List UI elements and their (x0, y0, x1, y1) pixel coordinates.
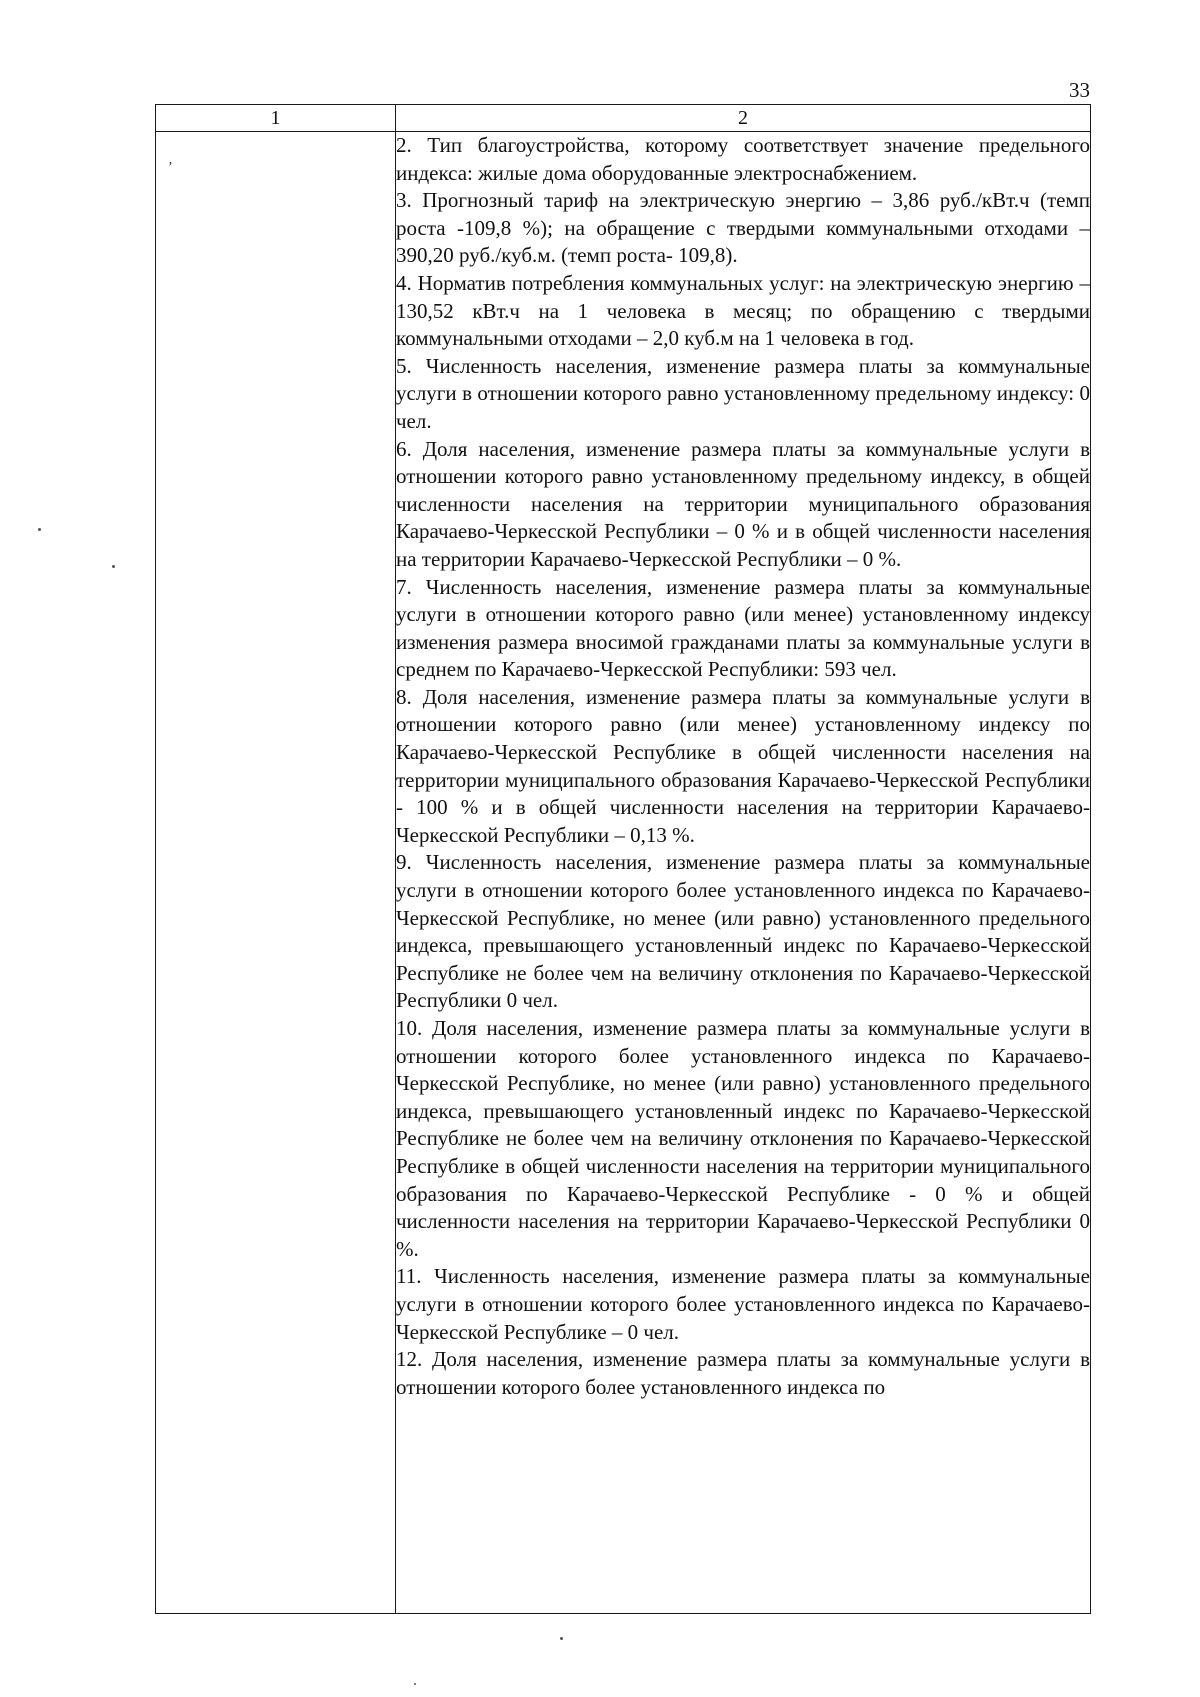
scan-speck (38, 528, 41, 531)
paragraph-12: 12. Доля населения, изменение размера платы за коммунальные услуги в отношении которого более установленного индекса по (396, 1347, 1090, 1399)
stray-mark: ʼ (168, 160, 173, 175)
paragraph-11: 11. Численность населения, изменение размера платы за коммунальные услуги в отношении которого более установленного индекса по Карачаево-Черкесской Республике – 0 чел. (396, 1264, 1090, 1344)
document-table (155, 104, 1091, 1614)
paragraph-4: 4. Норматив потребления коммунальных услуг: на электрическую энергию – 130,52 кВт.ч на 1 человека в месяц; по обращению с твердыми коммунальными отходами – 2,0 куб.м на 1 человека в год. (396, 270, 1090, 351)
page-number: 33 (1069, 78, 1090, 102)
column-header-2: 2 (396, 105, 1091, 132)
column-header-1: 1 (156, 105, 396, 132)
paragraph-3: 3. Прогнозный тариф на электрическую энергию – 3,86 руб./кВт.ч (темп роста -109,8 %); на обращение с твердыми коммунальными отходами – 390,20 руб./куб.м. (темп роста- 109,8). (396, 188, 1090, 268)
scan-speck (560, 1637, 563, 1640)
paragraph-2: 2. Тип благоустройства, которому соответствует значение предельного индекса: жилые дома оборудованные электроснабжением. (396, 133, 1090, 185)
paragraph-8: 8. Доля населения, изменение размера платы за коммунальные услуги в отношении которого равно (или менее) установленному индексу по Карачаево-Черкесской Республике в общей численности населения на территории муниципального образования Карачаево-Черкесской Республики - 100 % и в общей численности населения на территории Карачаево-Черкесской Республики – 0,13 %. (396, 684, 1090, 847)
scan-speck (112, 565, 115, 568)
paragraph-9: 9. Численность населения, изменение размера платы за коммунальные услуги в отношении которого более установленного индекса по Карачаево-Черкесской Республике, но менее (или равно) установленного предельного индекса, превышающего установленный индекс по Карачаево-Черкесской Республике не более чем на величину отклонения по Карачаево-Черкесской Республики 0 чел. (396, 850, 1090, 1013)
paragraph-6: 6. Доля населения, изменение размера платы за коммунальные услуги в отношении которого равно установленному предельному индексу, в общей численности населения на территории муниципального образования Карачаево-Черкесской Республики – 0 % и в общей численности населения на территории Карачаево-Черкесской Республики – 0 %. (396, 436, 1090, 571)
paragraph-10: 10. Доля населения, изменение размера платы за коммунальные услуги в отношении которого более установленного индекса по Карачаево-Черкесской Республике, но менее (или равно) установленного предельного индекса, превышающего установленный индекс по Карачаево-Черкесской Республике не более чем на величину отклонения по Карачаево-Черкесской Республике в общей численности населения на территории муниципального образования по Карачаево-Черкесской Республике - 0 % и общей численности населения на территории Карачаево-Черкесской Республики 0 %. (396, 1016, 1090, 1261)
paragraph-7: 7. Численность населения, изменение размера платы за коммунальные услуги в отношении которого равно (или менее) установленному индексу изменения размера вносимой гражданами платы за коммунальные услуги в среднем по Карачаево-Черкесской Республики: 593 чел. (396, 574, 1090, 682)
table-header-row (156, 105, 1091, 132)
paragraph-5: 5. Численность населения, изменение размера платы за коммунальные услуги в отношении которого равно установленному предельному индексу: 0 чел. (396, 353, 1090, 433)
scan-speck (414, 1683, 416, 1685)
right-column-cell (396, 132, 1091, 1614)
table-body-row (156, 132, 1091, 1614)
left-column-cell (156, 132, 396, 1614)
